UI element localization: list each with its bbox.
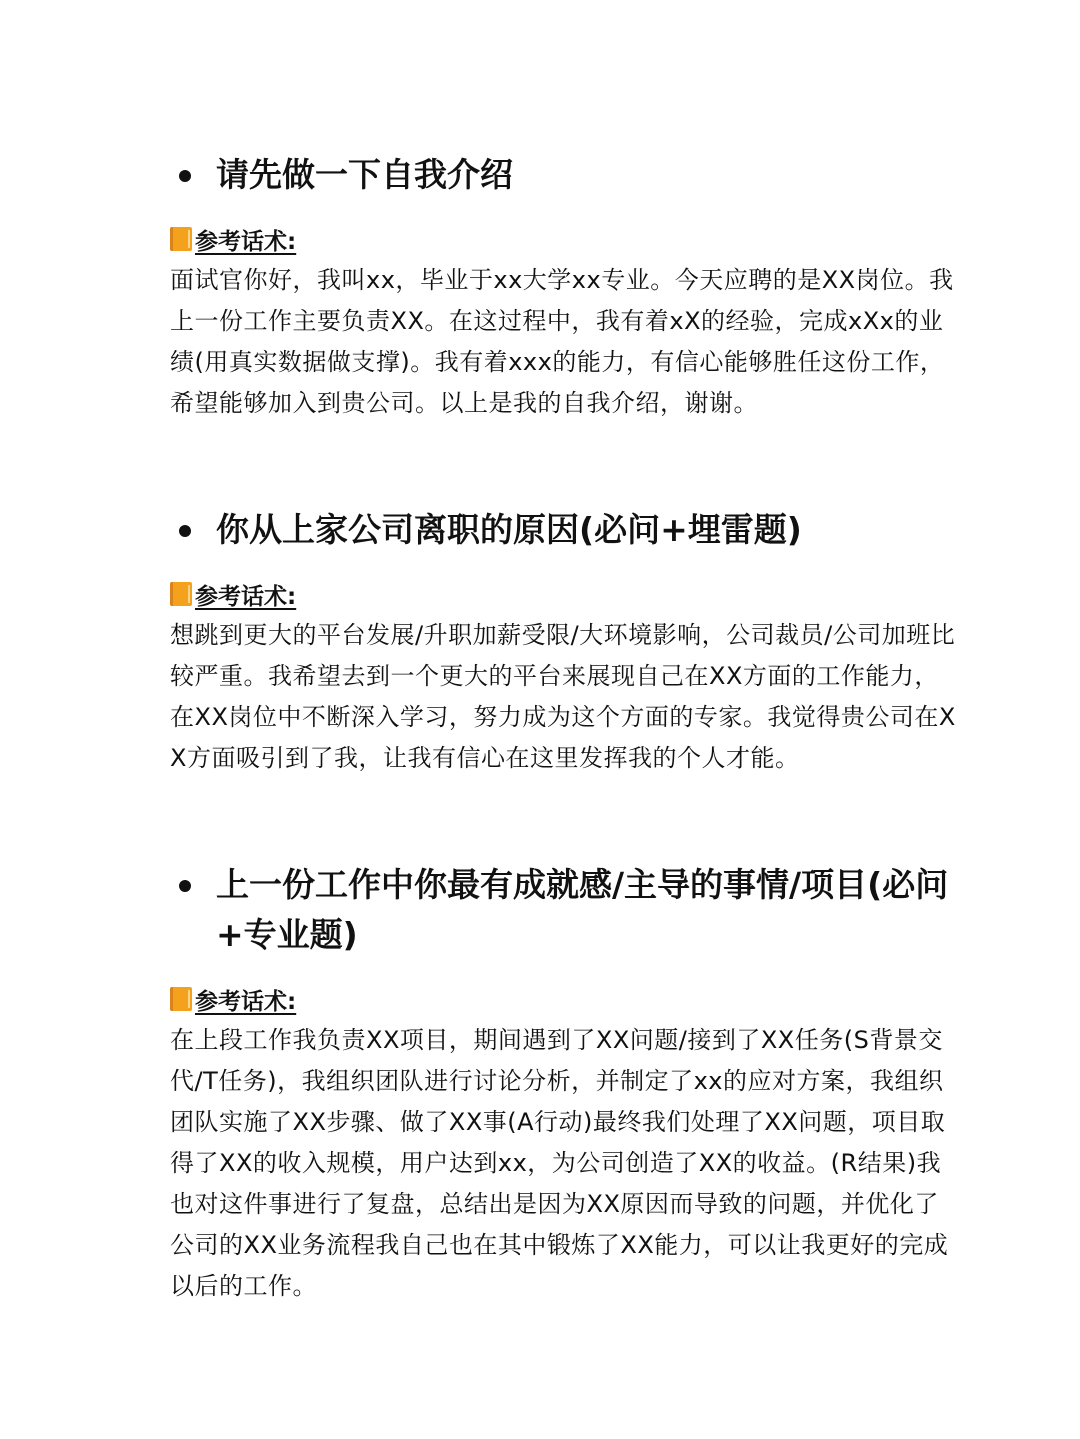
answer-text: 面试官你好，我叫xx，毕业于xx大学xx专业。今天应聘的是XX岗位。我上一份工作主要负责XX。在这过程中，我有着xX的经验，完成xXx的业绩(用真实数据做支撑)。我有着xxx的能力，有信心能够胜任这份工作，希望能够加入到贵公司。以上是我的自我介绍，谢谢。 [170, 266, 954, 417]
book-icon [170, 582, 192, 606]
bullet-icon [179, 170, 191, 182]
book-icon [170, 227, 192, 251]
reference-label [170, 982, 960, 1016]
reference-label [170, 577, 960, 611]
bullet-icon [179, 525, 191, 537]
reference-label-text: 参考话术: [195, 583, 297, 610]
question-heading [170, 505, 960, 555]
section-achievement [170, 860, 960, 1307]
answer-text: 想跳到更大的平台发展/升职加薪受限/大环境影响，公司裁员/公司加班比较严重。我希望去到一个更大的平台来展现自己在XX方面的工作能力，在XX岗位中不断深入学习，努力成为这个方面的专家。我觉得贵公司在XX方面吸引到了我，让我有信心在这里发挥我的个人才能。 [170, 621, 956, 772]
bullet-icon [179, 880, 191, 892]
reference-label-text: 参考话术: [195, 988, 297, 1015]
reference-label [170, 222, 960, 256]
question-text: 上一份工作中你最有成就感/主导的事情/项目(必问+专业题) [216, 865, 949, 954]
reference-label-text: 参考话术: [195, 228, 297, 255]
section-leaving-reason [170, 505, 960, 779]
book-icon [170, 987, 192, 1011]
answer-text: 在上段工作我负责XX项目，期间遇到了XX问题/接到了XX任务(S背景交代/T任务)，我组织团队进行讨论分析，并制定了xx的应对方案，我组织团队实施了XX步骤、做了XX事(A行动)最终我们处理了XX问题，项目取得了XX的收入规模，用户达到xx，为公司创造了XX的收益。(R结果)我也对这件事进行了复盘，总结出是因为XX原因而导致的问题，并优化了公司的XX业务流程我自己也在其中锻炼了XX能力，可以让我更好的完成以后的工作。 [170, 1026, 949, 1300]
question-heading [170, 860, 960, 960]
section-self-intro [170, 150, 960, 424]
question-text: 请先做一下自我介绍 [216, 155, 513, 194]
question-text: 你从上家公司离职的原因(必问+埋雷题) [216, 510, 802, 549]
question-heading [170, 150, 960, 200]
